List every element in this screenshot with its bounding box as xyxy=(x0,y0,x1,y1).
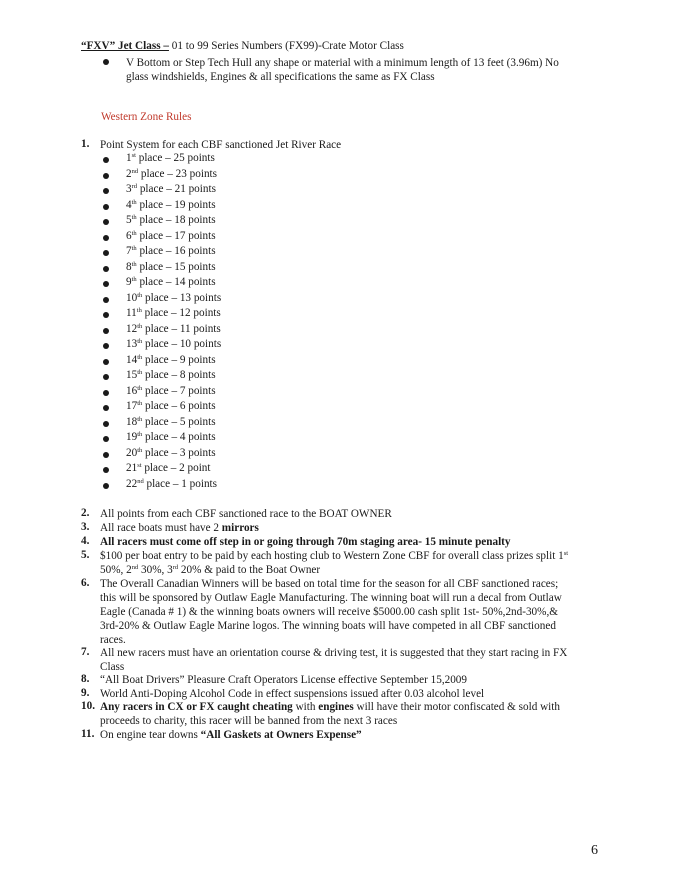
rule-text-bold: engines xyxy=(318,701,354,713)
rule-text-line: this will be sponsored by Outlaw Eagle Manufacturing. The winning boat will run a decal from Outlaw xyxy=(100,592,562,604)
ordinal-suffix: th xyxy=(137,384,143,392)
bullet-icon xyxy=(103,157,109,163)
points-list-text xyxy=(126,462,211,474)
rule-number: 11. xyxy=(81,728,95,740)
rule-number: 1. xyxy=(81,138,90,150)
ordinal-suffix: th xyxy=(137,415,143,423)
place-points: place – 9 points xyxy=(142,353,216,366)
place-number: 2 xyxy=(126,167,132,180)
ordinal-suffix: th xyxy=(137,322,143,330)
points-list-text xyxy=(126,338,221,350)
place-number: 5 xyxy=(126,214,132,226)
rule-text: All racers must come off step in or going through 70m staging area- 15 minute penalty xyxy=(100,536,511,548)
bullet-icon xyxy=(103,452,109,458)
place-number: 13 xyxy=(126,338,138,350)
place-number: 11 xyxy=(126,307,137,319)
bullet-icon xyxy=(103,421,109,427)
section-title: Western Zone Rules xyxy=(101,111,192,123)
place-number: 22 xyxy=(126,477,138,490)
bullet-icon xyxy=(103,390,109,396)
page-number: 6 xyxy=(591,843,598,858)
ordinal-suffix: th xyxy=(131,276,137,283)
rule-text-line: Class xyxy=(100,661,125,673)
rule-text-bold: “All Gaskets at Owners Expense” xyxy=(200,729,362,741)
ordinal-suffix: th xyxy=(137,291,143,299)
rule-number: 3. xyxy=(81,521,90,533)
points-list-text xyxy=(126,183,216,195)
points-list-text xyxy=(126,400,216,412)
ordinal-suffix: th xyxy=(137,369,143,376)
rule-number: 8. xyxy=(81,673,90,685)
rule-text: All points from each CBF sanctioned race to the BOAT OWNER xyxy=(100,508,392,520)
bullet-icon xyxy=(103,59,109,65)
rule-text xyxy=(100,700,560,728)
place-points: place – 11 points xyxy=(142,322,221,335)
ordinal-suffix: nd xyxy=(131,167,139,175)
place-points: place – 1 points xyxy=(143,477,218,490)
place-number: 4 xyxy=(126,198,132,211)
place-number: 6 xyxy=(126,229,132,242)
ordinal-suffix: th xyxy=(131,260,137,268)
place-points: place – 13 points xyxy=(142,291,222,304)
place-number: 9 xyxy=(126,276,132,288)
rule-text-part: On engine tear downs xyxy=(100,729,201,741)
rule-text-part: $100 per boat entry to be paid by each hosting club to Western Zone CBF for overall class prizes split 1 xyxy=(100,550,564,562)
fxv-class-title: “FXV” Jet Class – xyxy=(81,40,169,52)
rule-number: 6. xyxy=(81,577,90,589)
ordinal-suffix: th xyxy=(131,198,137,206)
bullet-icon xyxy=(103,250,109,256)
place-points: place – 3 points xyxy=(142,446,216,459)
rule-text xyxy=(100,577,562,647)
points-list-text xyxy=(126,369,216,381)
place-points: place – 14 points xyxy=(136,276,216,288)
bullet-icon xyxy=(103,483,109,489)
ordinal-suffix: st xyxy=(131,152,136,159)
ordinal-suffix: rd xyxy=(131,183,138,190)
ordinal-suffix: rd xyxy=(172,564,179,571)
bullet-icon xyxy=(103,204,109,210)
place-points: place – 21 points xyxy=(137,183,216,195)
ordinal-suffix: st xyxy=(563,550,569,557)
place-points: place – 19 points xyxy=(136,198,216,211)
points-list-text xyxy=(126,385,216,397)
bullet-icon xyxy=(103,343,109,349)
place-points: place – 7 points xyxy=(142,384,216,397)
place-number: 1 xyxy=(126,152,132,164)
place-points: place – 17 points xyxy=(136,229,216,242)
ordinal-suffix: th xyxy=(137,400,143,407)
rule-text-line: The Overall Canadian Winners will be based on total time for the season for all CBF sanctioned races; xyxy=(100,578,559,590)
place-points: place – 12 points xyxy=(141,307,221,319)
points-list-text xyxy=(126,307,221,319)
bullet-icon xyxy=(103,188,109,194)
points-list-text xyxy=(126,214,216,226)
rule-text-part: 50%, 2 xyxy=(100,564,132,576)
ordinal-suffix: th xyxy=(137,431,143,438)
fxv-class-description xyxy=(126,56,596,84)
place-points: place – 16 points xyxy=(136,245,216,257)
place-number: 12 xyxy=(126,322,138,335)
rule-text-bold: Any racers in CX or FX caught cheating xyxy=(100,701,293,713)
ordinal-suffix: th xyxy=(136,307,142,314)
rule-number: 2. xyxy=(81,507,90,519)
rule-text-line: proceeds to charity, this racer will be banned from the next 3 races xyxy=(100,715,398,727)
place-points: place – 25 points xyxy=(135,152,215,164)
points-list-text xyxy=(126,354,216,366)
rule-number: 10. xyxy=(81,700,95,712)
rule-text-part: 30%, 3 xyxy=(138,564,173,576)
bullet-icon xyxy=(103,312,109,318)
bullet-icon xyxy=(103,374,109,380)
rule-text xyxy=(100,549,568,577)
points-list-text xyxy=(126,431,216,443)
ordinal-suffix: nd xyxy=(137,477,144,485)
bullet-icon xyxy=(103,405,109,411)
fxv-desc-line: V Bottom or Step Tech Hull any shape or material with a minimum length of 13 feet (3.96m) No xyxy=(126,57,559,69)
rule-number: 4. xyxy=(81,535,90,547)
bullet-icon xyxy=(103,297,109,303)
bullet-icon xyxy=(103,436,109,442)
rule-text-line: races. xyxy=(100,634,126,646)
rule-text-part: All race boats must have 2 xyxy=(100,522,222,534)
points-list-text xyxy=(126,292,221,304)
rule-text xyxy=(100,646,567,674)
points-list-text xyxy=(126,276,216,288)
place-points: place – 5 points xyxy=(142,415,216,428)
bullet-icon xyxy=(103,328,109,334)
place-points: place – 23 points xyxy=(138,167,218,180)
place-number: 16 xyxy=(126,384,138,397)
points-list-text xyxy=(126,447,216,459)
rule-text-part: with xyxy=(292,701,319,713)
rule-text xyxy=(100,728,362,742)
bullet-icon xyxy=(103,281,109,287)
ordinal-suffix: th xyxy=(137,353,143,361)
ordinal-suffix: st xyxy=(137,462,142,469)
ordinal-suffix: th xyxy=(131,229,137,237)
bullet-icon xyxy=(103,235,109,241)
place-number: 14 xyxy=(126,353,138,366)
rule-text-line: Eagle (Canada # 1) & the winning boats owners will receive $5000.00 cash split 1st- 50%,2nd-30%,& xyxy=(100,606,558,618)
points-list-text xyxy=(126,245,216,257)
ordinal-suffix: th xyxy=(131,245,137,252)
points-list-text xyxy=(126,261,216,273)
place-number: 19 xyxy=(126,431,138,443)
place-points: place – 2 point xyxy=(141,462,211,474)
points-list-text xyxy=(126,152,215,164)
bullet-icon xyxy=(103,266,109,272)
place-points: place – 18 points xyxy=(136,214,216,226)
rule-text xyxy=(100,521,259,535)
place-number: 21 xyxy=(126,462,138,474)
ordinal-suffix: th xyxy=(137,446,143,454)
place-points: place – 4 points xyxy=(142,431,216,443)
fxv-desc-line: glass windshields, Engines & all specifications the same as FX Class xyxy=(126,71,435,83)
place-number: 8 xyxy=(126,260,132,273)
place-number: 20 xyxy=(126,446,138,459)
points-list-text xyxy=(126,168,217,180)
fxv-class-subtitle: 01 to 99 Series Numbers (FX99)-Crate Motor Class xyxy=(168,40,404,52)
ordinal-suffix: nd xyxy=(131,564,139,571)
bullet-icon xyxy=(103,359,109,365)
rule-text: “All Boat Drivers” Pleasure Craft Operators License effective September 15,2009 xyxy=(100,674,467,686)
place-number: 15 xyxy=(126,369,138,381)
bullet-icon xyxy=(103,467,109,473)
place-number: 10 xyxy=(126,291,138,304)
rule-text: World Anti-Doping Alcohol Code in effect suspensions issued after 0.03 alcohol level xyxy=(100,688,485,700)
rule-text: Point System for each CBF sanctioned Jet River Race xyxy=(100,139,342,151)
place-number: 3 xyxy=(126,183,132,195)
rule-text-bold: mirrors xyxy=(221,522,259,534)
place-points: place – 8 points xyxy=(142,369,216,381)
rule-number: 9. xyxy=(81,687,90,699)
rule-number: 7. xyxy=(81,646,90,658)
bullet-icon xyxy=(103,219,109,225)
points-list-text xyxy=(126,323,221,335)
place-number: 18 xyxy=(126,415,138,428)
ordinal-suffix: th xyxy=(131,214,137,221)
points-list-text xyxy=(126,478,217,490)
place-points: place – 6 points xyxy=(142,400,216,412)
place-number: 7 xyxy=(126,245,132,257)
points-list-text xyxy=(126,230,216,242)
fxv-class-heading xyxy=(81,40,404,52)
place-points: place – 10 points xyxy=(142,338,222,350)
points-list-text xyxy=(126,416,216,428)
rule-text-part: 20% & paid to the Boat Owner xyxy=(178,564,321,576)
ordinal-suffix: th xyxy=(137,338,143,345)
points-list-text xyxy=(126,199,216,211)
rule-number: 5. xyxy=(81,549,90,561)
place-points: place – 15 points xyxy=(136,260,216,273)
rule-text-line: All new racers must have an orientation course & driving test, it is suggested that they start racing in FX xyxy=(100,647,568,659)
rule-text-part: will have their motor confiscated & sold with xyxy=(353,701,560,713)
rule-text-line: 3rd-20% & Outlaw Eagle Marine logos. The winning boats will have competed in all CBF sanctioned xyxy=(100,620,556,632)
bullet-icon xyxy=(103,173,109,179)
place-number: 17 xyxy=(126,400,138,412)
